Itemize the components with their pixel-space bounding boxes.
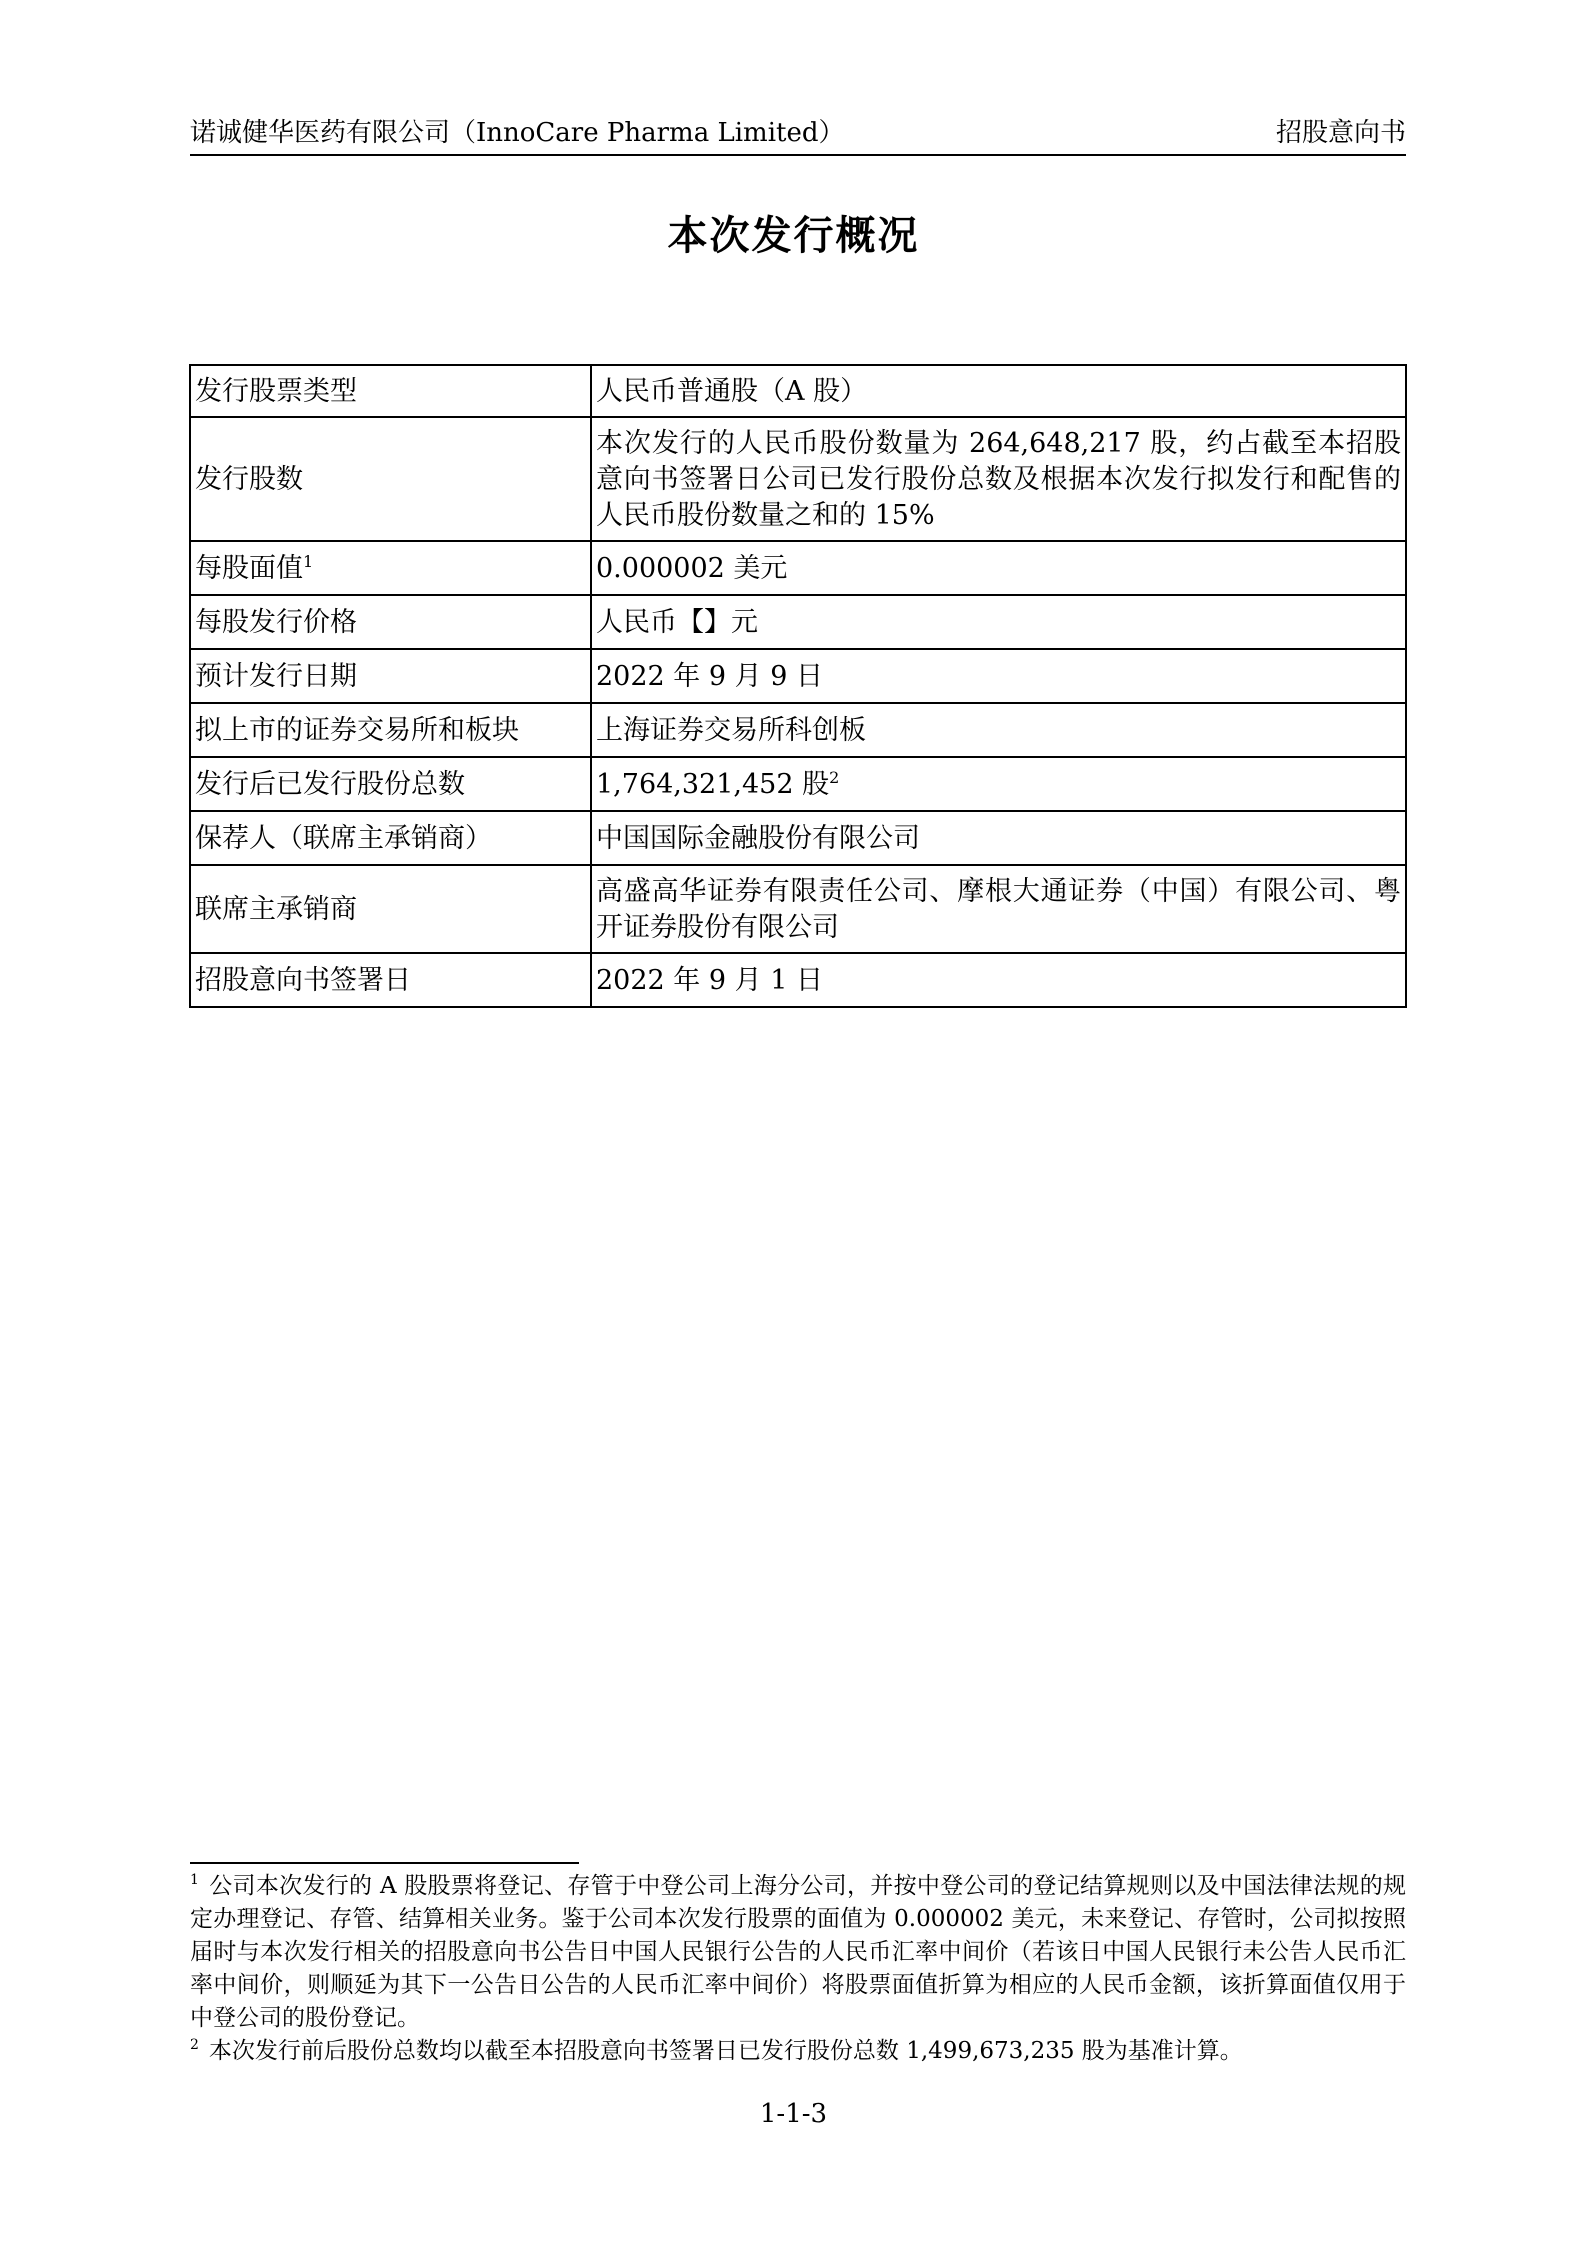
page-title: 本次发行概况: [667, 213, 920, 259]
table-row-total-shares: [190, 757, 1406, 811]
footnote-marker: 2: [190, 2037, 199, 2054]
row-label: 预计发行日期: [190, 649, 591, 703]
footnote-1: [190, 1870, 1406, 2035]
header-company-name: 诺诚健华医药有限公司（InnoCare Pharma Limited）: [190, 118, 845, 148]
header-document-type: 招股意向书: [1275, 118, 1406, 148]
footnote-text: 本次发行前后股份总数均以截至本招股意向书签署日已发行股份总数 1,499,673,235 股为基准计算。: [208, 2038, 1243, 2064]
table-row-par-value: [190, 541, 1406, 595]
footnote-2: [190, 2035, 1406, 2068]
row-value: 人民币普通股（A 股）: [591, 365, 1406, 417]
row-value: 高盛高华证券有限责任公司、摩根大通证券（中国）有限公司、粤开证券股份有限公司: [591, 865, 1406, 953]
row-value: 1,764,321,452 股$^2$: [591, 757, 1406, 811]
row-value: 本次发行的人民币股份数量为 264,648,217 股，约占截至本招股意向书签署日公司已发行股份总数及根据本次发行拟发行和配售的人民币股份数量之和的 15%: [591, 417, 1406, 541]
row-label: 保荐人（联席主承销商）: [190, 811, 591, 865]
table-row-signing-date: [190, 953, 1406, 1007]
table-row-exchange: [190, 703, 1406, 757]
row-value: 2022 年 9 月 9 日: [591, 649, 1406, 703]
footnote-ref: 1: [303, 552, 314, 571]
footnotes: [190, 1870, 1406, 2068]
table-row-joint-underwriters: [190, 865, 1406, 953]
row-label: 发行股数: [190, 417, 591, 541]
row-value: 0.000002 美元: [591, 541, 1406, 595]
footnote-text: 公司本次发行的 A 股股票将登记、存管于中登公司上海分公司，并按中登公司的登记结算规则以及中国法律法规的规定办理登记、存管、结算相关业务。鉴于公司本次发行股票的面值为 0.000002 美元，未来登记、存管时，公司拟按照届时与本次发行相关的招股意向书公告日中国人民银行公告的人民币汇率中间价（若该日中国人民银行未公告人民币汇率中间价，则顺延为其下一公告日公告的人民币汇率中间价）将股票面值折算为相应的人民币金额，该折算面值仅用于中登公司的股份登记。: [190, 1873, 1406, 2031]
row-label: 每股面值$^1$: [190, 541, 591, 595]
row-label: 招股意向书签署日: [190, 953, 591, 1007]
footnote-marker: 1: [190, 1872, 199, 1889]
page-number: 1-1-3: [759, 2099, 828, 2129]
row-value: 上海证券交易所科创板: [591, 703, 1406, 757]
table-row-issue-price: [190, 595, 1406, 649]
offering-overview-table: [189, 364, 1407, 1008]
page-header: [190, 112, 1406, 156]
row-label: 拟上市的证券交易所和板块: [190, 703, 591, 757]
table-row-sponsor: [190, 811, 1406, 865]
footnote-ref: 2: [829, 768, 840, 787]
table-row-stock-type: [190, 365, 1406, 417]
row-label: 发行后已发行股份总数: [190, 757, 591, 811]
row-value: 人民币【】元: [591, 595, 1406, 649]
footnote-divider: [190, 1862, 579, 1864]
table-row-issue-date: [190, 649, 1406, 703]
row-label: 每股发行价格: [190, 595, 591, 649]
row-label: 联席主承销商: [190, 865, 591, 953]
table-row-share-count: [190, 417, 1406, 541]
row-value: 中国国际金融股份有限公司: [591, 811, 1406, 865]
row-value: 2022 年 9 月 1 日: [591, 953, 1406, 1007]
row-label: 发行股票类型: [190, 365, 591, 417]
